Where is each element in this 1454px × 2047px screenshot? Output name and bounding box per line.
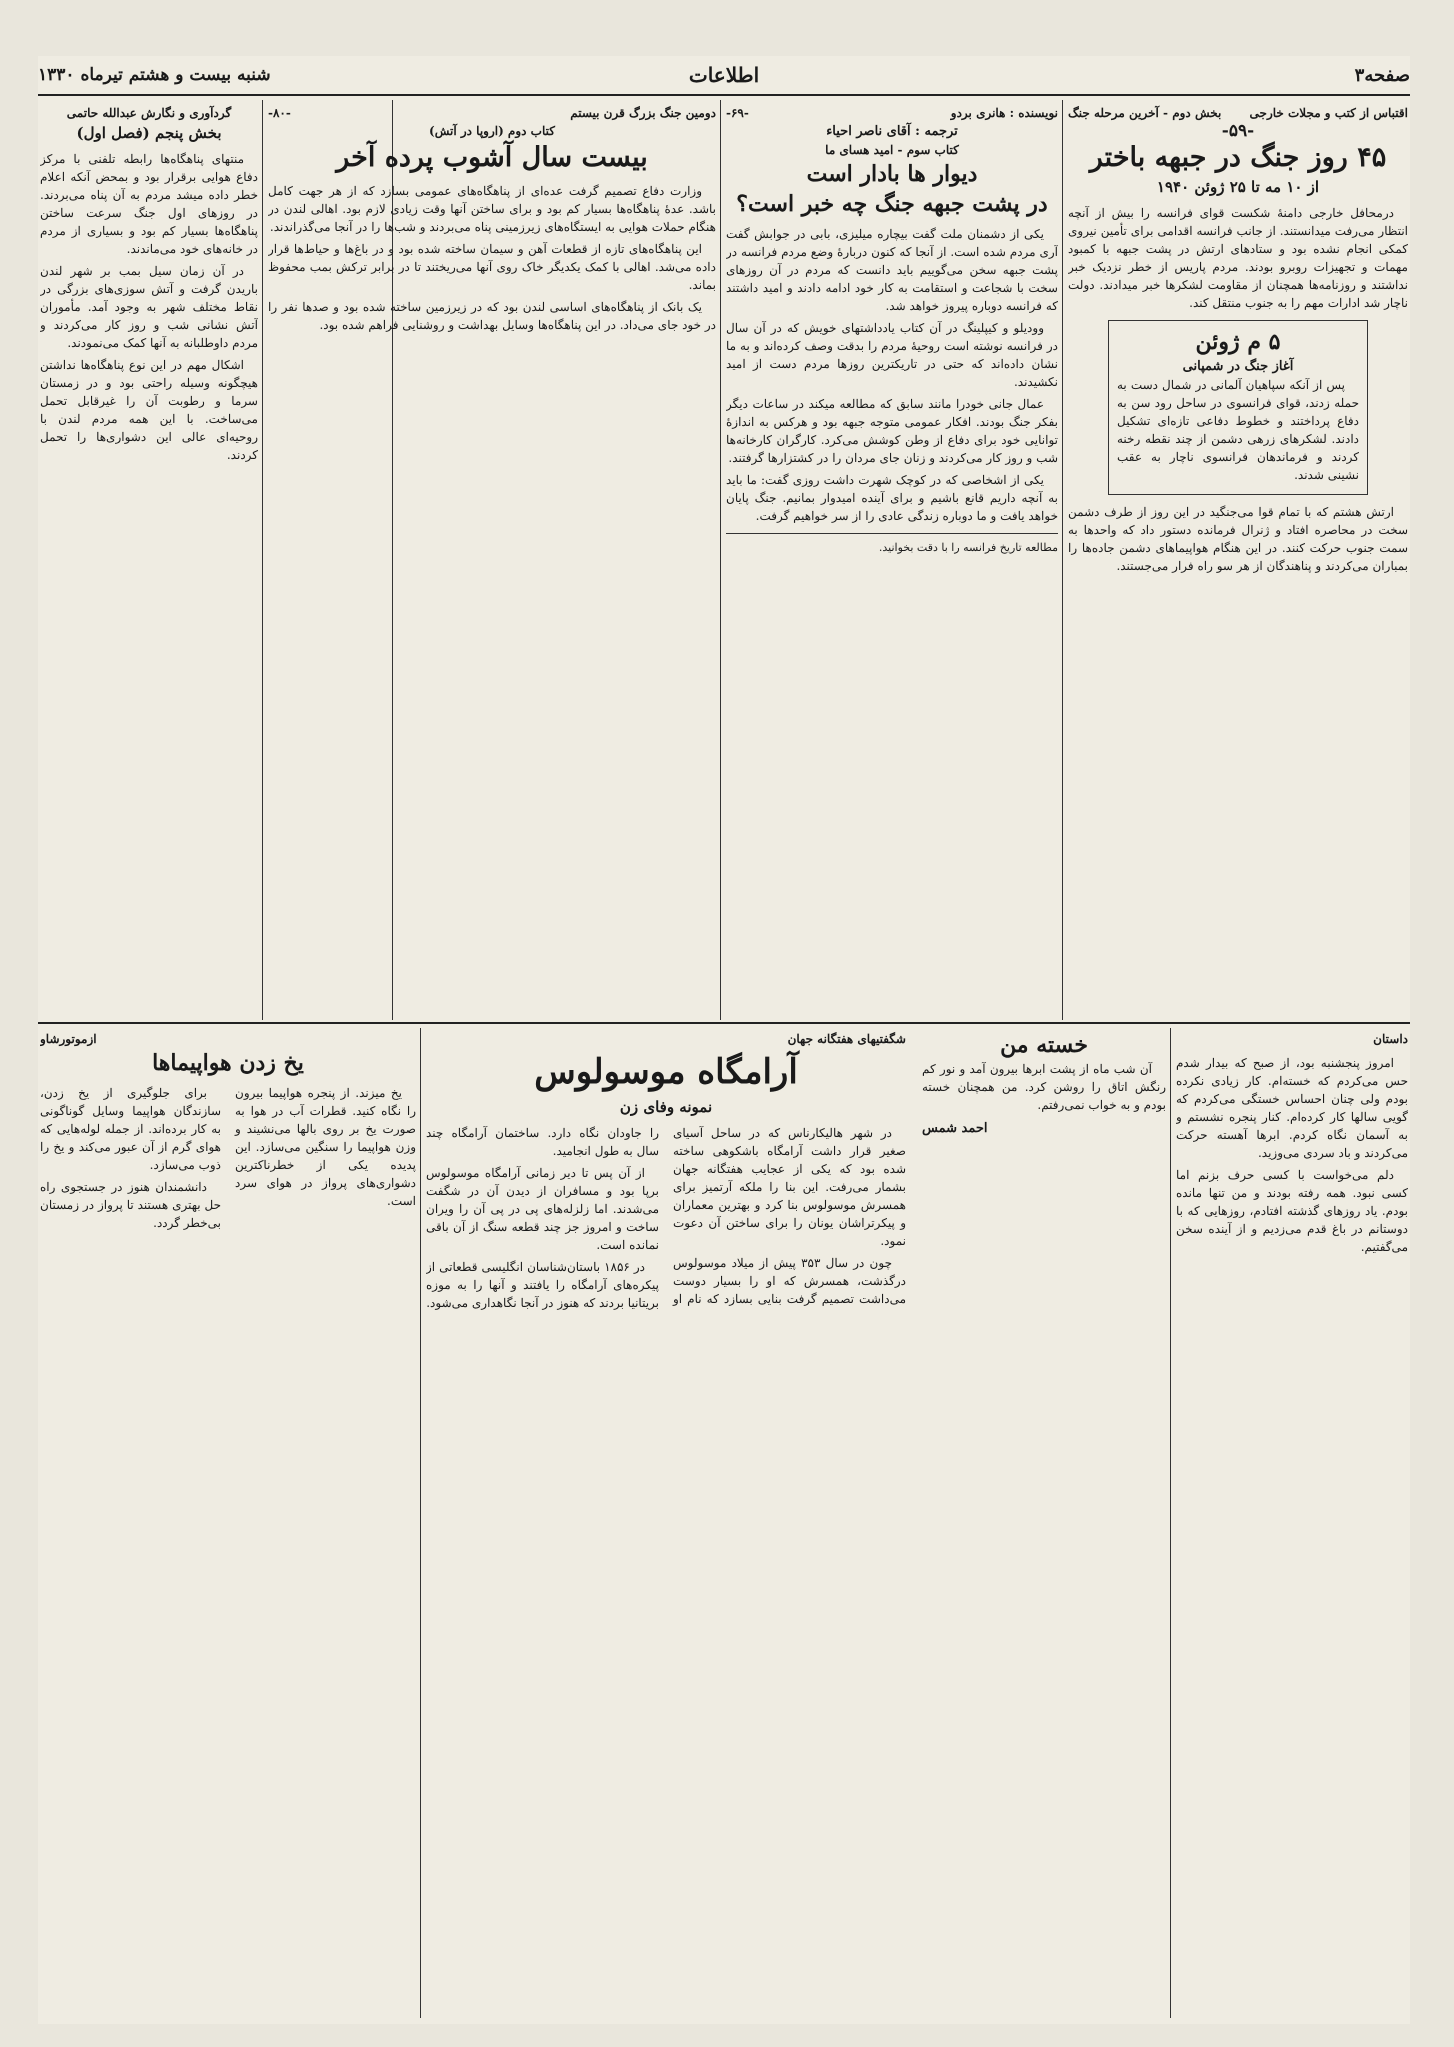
article-western-front [1068, 104, 1408, 1018]
part-label: بخش پنجم (فصل اول) [76, 124, 222, 142]
paragraph: از آن پس تا دیر زمانی آرامگاه موسولوس برپا بود و مسافران از دیدن آن در شگفت می‌شدند. اما زلزله‌های پی در پی آن را ویران ساخت و امروز جز چند قطعه سنگ از آن باقی نمانده است. [426, 1166, 659, 1252]
paragraph: عمال جانی خودرا مانند سابق که مطالعه میکند در ساعات دیگر بفکر جنگ بودند. افکار عمومی متوجه جبهه بود و هرکس به اندازهٔ توانایی خود برای دفاع از وطن کوشش می‌کرد. کارگران کارخانه‌ها شب و روز کار می‌کردند و زنان جای مردان را در کشتزارها گرفتند. [726, 397, 1058, 465]
episode-number: -۸۰- [268, 106, 291, 120]
article-subtitle: در پشت جبهه جنگ چه خبر است؟ [736, 191, 1048, 217]
masthead [38, 56, 1410, 96]
source-label: ازموتورشاو [40, 1032, 97, 1046]
article-behind-the-front [726, 104, 1058, 1018]
article-title: یخ زدن هواپیماها [152, 1050, 304, 1076]
article-title: ۴۵ روز جنگ در جبهه باختر [1089, 142, 1387, 173]
paragraph: یکی از اشخاصی که در کوچک شهرت داشت روزی گفت: ما باید به آنچه داریم قانع باشیم و برای آینده امیدوار بمانیم. جنگ پایان خواهد یافت و ما دوباره زندگی عادی را از سر خواهیم گرفت. [726, 473, 1058, 523]
paragraph: در ۱۸۵۶ باستان‌شناسان انگلیسی قطعاتی از پیکره‌های آرامگاه را یافتند و آنها را به موزه بریتانیا بردند که هنوز در آنجا نگاهداری می‌شود. [426, 1260, 659, 1310]
column-rule [720, 100, 721, 1020]
article-title: آرامگاه موسولوس [534, 1052, 798, 1092]
article-title: بیست سال آشوب پرده آخر [336, 142, 648, 173]
story-title: خسته من [1000, 1032, 1088, 1058]
section-label: گردآوری و نگارش عبدالله حاتمی [66, 106, 232, 120]
paragraph: پس از آنکه سپاهیان آلمانی در شمال دست به حمله زدند، قوای فرانسوی در ساحل رود سن به دفاع پرداختند و خطوط دفاعی تازه‌ای تشکیل دادند. لشکرهای زرهی دشمن از چند نقطه رخنه کردند و فرماندهان فرانسوی ناچار به عقب نشینی شدند. [1117, 378, 1359, 482]
series-label: شگفتیهای هفتگانه جهان [787, 1032, 906, 1046]
paragraph: امروز پنجشنبه بود، از صبح که بیدار شدم حس می‌کردم که خسته‌ام. کار زیادی نکرده بودم ولی چنان احساس خستگی می‌کردم که گویی سالها کار کرده‌ام. کنار پنجره نشستم و به آسمان نگاه کردم. ابرها آهسته حرکت می‌کردند و باد سردی می‌وزید. [1176, 1056, 1408, 1160]
issue-date: شنبه بیست و هشتم تیرماه ۱۳۳۰ [38, 65, 271, 85]
inset-subtitle: آغاز جنگ در شمپانی [1182, 359, 1294, 374]
article-dates: از ۱۰ مه تا ۲۵ ژوئن ۱۹۴۰ [1156, 178, 1320, 196]
inset-box [1108, 320, 1368, 495]
paragraph: وودیلو و کیپلینگ در آن کتاب یادداشتهای خویش که در آن سال در فرانسه نوشته است روحیهٔ مردم را بدقت وصف کرده‌اند و به ما نشان داده‌اند که حتی در تاریکترین روزها مردم دست از امید نکشیدند. [726, 321, 1058, 389]
story-column [1176, 1030, 1408, 2016]
paragraph: یخ میزند. از پنجره هواپیما بیرون را نگاه کنید. قطرات آب در هوا به صورت یخ بر روی بالها می‌نشیند و وزن هواپیما را سنگین می‌سازد. این پدیده یکی از خطرناکترین دشواری‌های پرواز در هوای سرد است. [235, 1086, 416, 1208]
paragraph: چون در سال ۳۵۳ پیش از میلاد موسولوس درگذشت، همسرش که او را بسیار دوست می‌داشت تصمیم گرفت بنایی بسازد که نام او را جاودان نگاه دارد. ساختمان آرامگاه چند سال به طول انجامید. [426, 1126, 906, 1306]
paragraph: وزارت دفاع تصمیم گرفت عده‌ای از پناهگاه‌های عمومی بسازد که از هر جهت کامل باشد. عدهٔ پناهگاه‌ها بسیار کم بود و برای ساختن آنها وقت زیادی لازم بود. اهالی لندن در هنگام حملات هوایی به ایستگاه‌های زیرزمینی پناه می‌بردند و شب‌ها را در آنجا می‌گذراندند. [268, 184, 716, 234]
column-rule [1062, 100, 1063, 1020]
paragraph: آن شب ماه از پشت ابرها بیرون آمد و نور کم رنگش اتاق را روشن کرد. من همچنان خسته بودم و به خواب نمی‌رفتم. [922, 1062, 1166, 1112]
paragraph: در شهر هالیکارناس که در ساحل آسیای صغیر قرار داشت آرامگاه باشکوهی ساخته شده بود که یکی از عجایب هفتگانه جهان بشمار می‌رفت. این بنا را ملکه آرتمیز برای همسرش موسولوس بنا کرد و بهترین معماران و پیکرتراشان یونان را برای ساختن آن دعوت نمود. [673, 1126, 906, 1248]
paragraph: درمحافل خارجی دامنهٔ شکست قوای فرانسه را بیش از آنچه انتظار می‌رفت میدانستند. از جانب فرانسه اقدامی برای تأمین نیروی کمکی انجام نشده بود و ستادهای ارتش در پشت جبهه با کمبود مهمات و تجهیزات روبرو بودند. مردم پاریس از خطر نزدیک خبر نداشتند و روزنامه‌ها همچنان از مقاومت لشکرها خبر میدادند. دولت ناچار شد ادارات مهم را به جنوب منتقل کند. [1068, 206, 1408, 310]
article-subtitle: نمونه وفای زن [619, 1098, 713, 1116]
inset-title: ۵ م ژوئن [1195, 329, 1281, 355]
episode-number: -۵۹- [1221, 121, 1255, 141]
paragraph: در آن زمان سیل بمب بر شهر لندن باریدن گرفت و آتش سوزی‌های بزرگی در نقاط مختلف شهر به وجود آمد. مأموران آتش نشانی شب و روز کار می‌کردند و مردم داوطلبانه به آنها کمک می‌نمودند. [40, 264, 258, 350]
section-label: اقتباس از کتب و مجلات خارجی [1249, 106, 1408, 120]
paragraph: یک بانک از پناهگاه‌های اساسی لندن بود که در زیرزمین ساخته شده بود و صدها نفر را در خود جای می‌داد. در این پناهگاه‌ها وسایل بهداشت و روشنایی فراهم شده بود. [268, 300, 716, 332]
section-divider [38, 1022, 1410, 1024]
article-part-five [40, 104, 258, 1018]
episode-number: -۶۹- [726, 106, 749, 120]
article-aircraft-icing [40, 1030, 416, 2016]
article-twenty-years [268, 104, 716, 1018]
translator-label: ترجمه : آقای ناصر احیاء [826, 124, 958, 139]
paragraph: اشکال مهم در این نوع پناهگاه‌ها نداشتن هیچگونه وسیله راحتی بود و در زمستان سرما و رطوبت آن را غیرقابل تحمل می‌ساخت. با این همه مردم لندن با روحیه‌ای عالی این دشواری‌ها را تحمل کردند. [40, 358, 258, 462]
footnote: مطالعه تاریخ فرانسه را با دقت بخوانید. [726, 533, 1058, 556]
paragraph: یکی از دشمنان ملت گفت بیچاره میلیزی، بابی در جوابش گفت آری مردم شده است. از آنجا که کنون دربارهٔ وضع مردم فرانسه در پشت جبهه سخن می‌گوییم باید دانست که مردم در آن روزهای سخت با شجاعت و استقامت به کار خود ادامه دادند و امید داشتند که فرانسه دوباره پیروز خواهد شد. [726, 227, 1058, 313]
story-label: داستان [1373, 1032, 1408, 1046]
paragraph: دانشمندان هنوز در جستجوی راه حل بهتری هستند تا پرواز در زمستان بی‌خطر گردد. [40, 1180, 221, 1230]
paragraph: ارتش هشتم که با تمام قوا می‌جنگید در این روز از طرف دشمن سخت در محاصره افتاد و ژنرال فرمانده دستور داد که واحدها به سمت جنوب حرکت کنند. در این هنگام هواپیماهای دشمن جاده‌ها را بمباران می‌کردند و پناهندگان از هر سو راه فرار می‌جستند. [1068, 505, 1408, 573]
paragraph: این پناهگاه‌های تازه از قطعات آهن و سیمان ساخته شده بود و در باغ‌ها و حیاط‌ها قرار داده می‌شد. اهالی با کمک یکدیگر خاک روی آنها می‌ریختند تا در برابر ترکش بمب محفوظ بماند. [268, 242, 716, 292]
column-rule [262, 100, 263, 1020]
mausoleum-section [426, 1030, 1166, 2016]
story-signature: احمد شمس [922, 1121, 988, 1136]
book-label: کتاب دوم (اروپا در آتش) [429, 124, 555, 138]
paragraph: دلم می‌خواست با کسی حرف بزنم اما کسی نبود. همه رفته بودند و من تنها مانده بودم. یاد روزهای گذشته افتادم، روزهایی که با دوستانم در باغ قدم می‌زدیم و از آینده سخن می‌گفتیم. [1176, 1168, 1408, 1254]
book-label: کتاب سوم - امید هسای ما [825, 143, 959, 157]
paragraph: برای جلوگیری از یخ زدن، سازندگان هواپیما وسایل گوناگونی به کار برده‌اند. از جمله لوله‌هایی که هوای گرم از آن عبور می‌کند و یخ را ذوب می‌سازد. [40, 1086, 221, 1172]
page-number: صفحه۳ [1354, 64, 1410, 86]
section-label: دومین جنگ بزرگ قرن بیستم [570, 106, 716, 120]
paragraph: منتهای پناهگاه‌ها رابطه تلفنی با مرکز دفاع هوایی برقرار بود و بمحض آنکه اعلام خطر داده میشد مردم به آن پناه می‌بردند. در روزهای اول جنگ سرعت ساختن پناهگاه‌ها بسیار کم بود و بسیاری از مردم در خانه‌های خود می‌ماندند. [40, 152, 258, 256]
part-label: بخش دوم - آخرین مرحله جنگ [1068, 106, 1222, 120]
article-title: دیوار ها بادار است [806, 161, 978, 187]
column-rule [1170, 1028, 1171, 2018]
column-rule [420, 1028, 421, 2018]
author-label: نویسنده : هانری بردو [950, 106, 1058, 120]
paper-title: اطلاعات [688, 63, 760, 87]
